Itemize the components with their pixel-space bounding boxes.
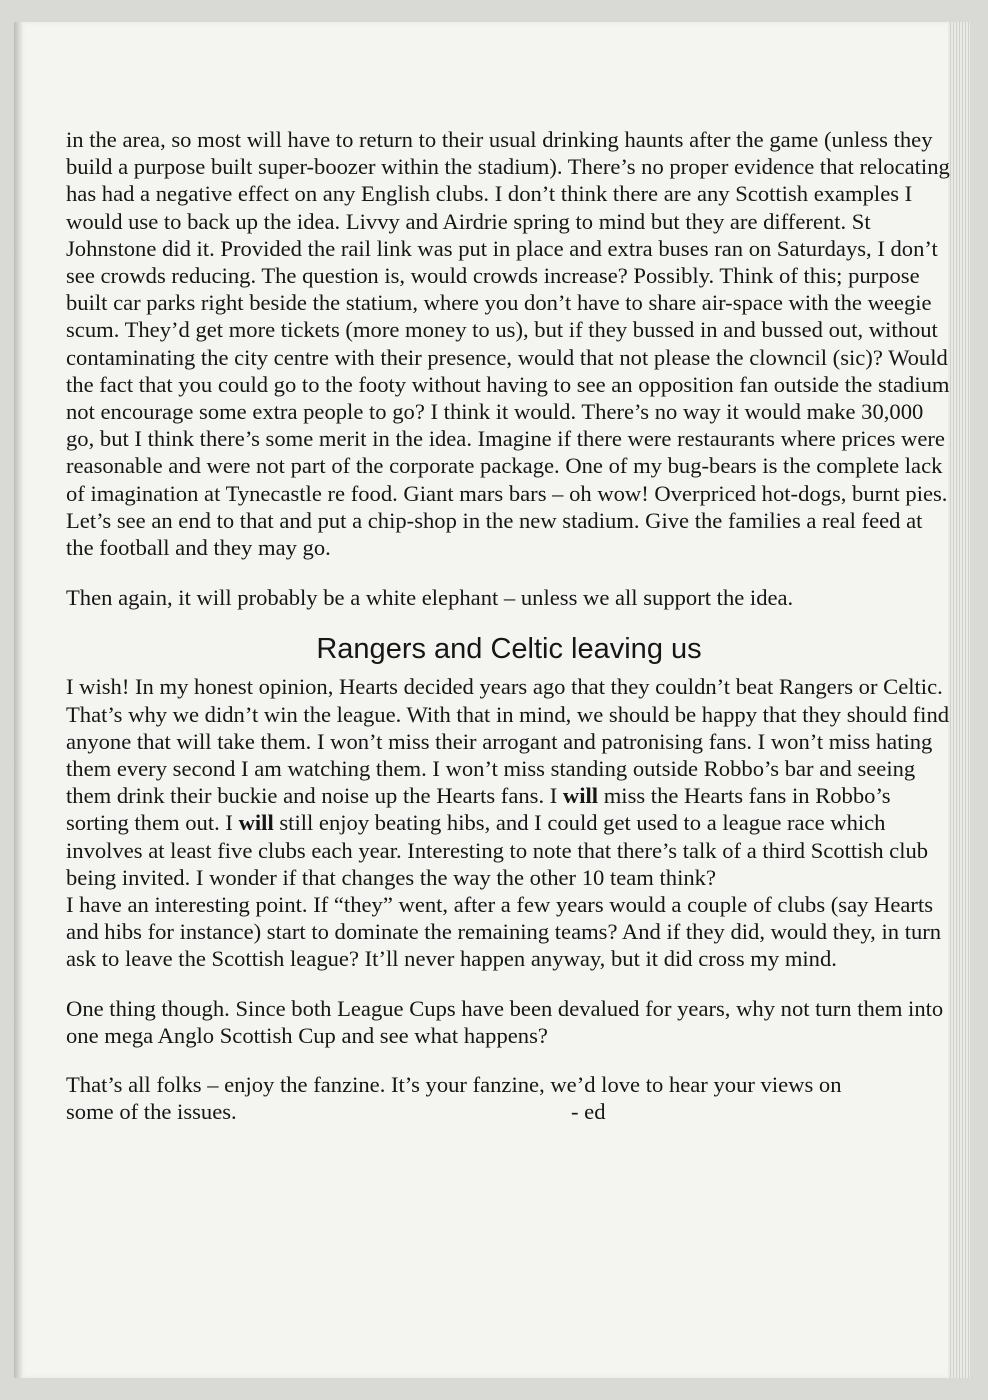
section-paragraph-1	[66, 673, 952, 891]
intro-paragraph-1: in the area, so most will have to return to their usual drinking haunts after the game (unless they build a purpose built super-boozer within the stadium). There’s no proper evidence that relocating has had a negative effect on any English clubs. I don’t think there are any Scottish examples I would use to back up the idea. Livvy and Airdrie spring to mind but they are different. St Johnstone did it. Provided the rail link was put in place and extra buses ran on Saturdays, I don’t see crowds reducing. The question is, would crowds increase? Possibly. Think of this; purpose built car parks right beside the statium, where you don’t have to share air-space with the weegie scum. They’d get more tickets (more money to us), but if they bussed in and bussed out, without contaminating the city centre with their presence, would that not please the clowncil (sic)? Would the fact that you could go to the footy without having to see an opposition fan outside the stadium not encourage some extra people to go? I think it would. There’s no way it would make 30,000 go, but I think there’s some merit in the idea. Imagine if there were restaurants where prices were reasonable and were not part of the corporate package. One of my bug-bears is the complete lack of imagination at Tynecastle re food. Giant mars bars – oh wow! Overpriced hot-dogs, burnt pies. Let’s see an end to that and put a chip-shop in the new stadium. Give the families a real feed at the football and they may go.	[66, 127, 950, 561]
closing-line-2: some of the issues.	[66, 1099, 237, 1125]
intro-paragraph-2: Then again, it will probably be a white elephant – unless we all support the idea.	[66, 585, 794, 611]
section-paragraph-3: One thing though. Since both League Cups have been devalued for years, why not turn them into one mega Anglo Scottish Cup and see what happens?	[66, 995, 944, 1048]
section-heading: Rangers and Celtic leaving us	[316, 633, 702, 666]
section-paragraph-2: I have an interesting point. If “they” went, after a few years would a couple of clubs (say Hearts and hibs for instance) start to dominate the remaining teams? And if they did, would they, in turn ask to leave the Scottish league? It’ll never happen anyway, but it did cross my mind.	[66, 892, 942, 972]
article-body	[66, 126, 952, 1126]
section-paragraph-1-part-b: miss the Hearts fans in Robbo’s sorting them out. I	[66, 783, 891, 836]
editor-signature: - ed	[571, 1099, 606, 1125]
emphasis-will-2: will	[238, 810, 274, 836]
closing-signoff	[66, 1098, 952, 1125]
section-paragraph-1-part-c: still enjoy beating hibs, and I could get used to a league race which involves at least five clubs each year. Interesting to note that there’s talk of a third Scottish club being invited. I wonder if that changes the way the other 10 team think?	[66, 810, 929, 890]
closing-line-1: That’s all folks – enjoy the fanzine. It’s your fanzine, we’d love to hear your views on	[66, 1072, 842, 1098]
emphasis-will-1: will	[562, 783, 599, 809]
page-spine-shadow	[14, 22, 24, 1378]
section-paragraph-1-part-a: I wish! In my honest opinion, Hearts decided years ago that they couldn’t beat Rangers or Celtic. That’s why we didn’t win the league. With that in mind, we should be happy that they should find anyone that will take them. I won’t miss their arrogant and patronising fans. I won’t miss hating them every second I am watching them. I won’t miss standing outside Robbo’s bar and seeing them drink their buckie and noise up the Hearts fans. I	[66, 674, 950, 809]
fanzine-page	[14, 22, 970, 1378]
